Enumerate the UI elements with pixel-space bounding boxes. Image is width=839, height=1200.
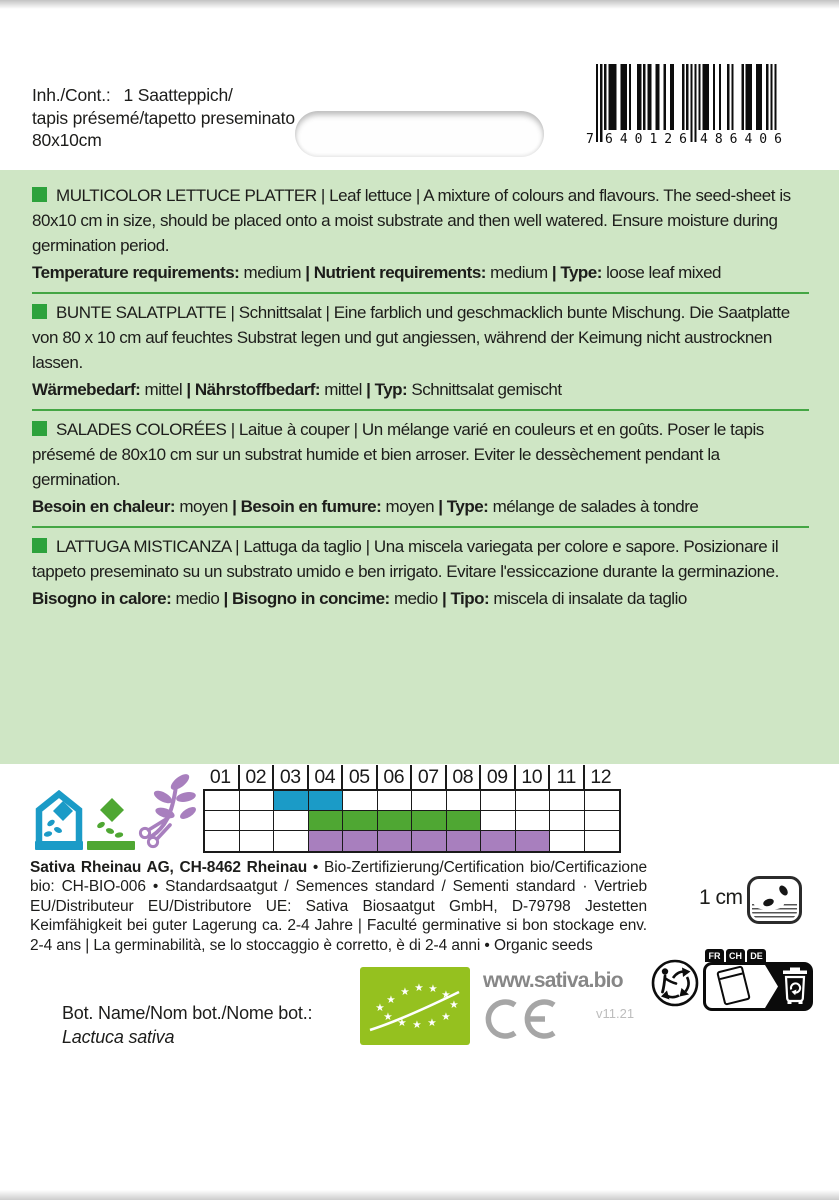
calendar-cell bbox=[481, 811, 516, 831]
month-label-04: 04 bbox=[307, 765, 342, 789]
version-text: v11.21 bbox=[596, 1006, 635, 1021]
botanical-name-block bbox=[62, 1001, 312, 1049]
botanical-name: Lactuca sativa bbox=[62, 1027, 175, 1047]
triman-recycling-icon bbox=[650, 958, 700, 1008]
calendar-cell bbox=[516, 811, 551, 831]
green-square-icon bbox=[32, 538, 47, 553]
calendar-cell bbox=[343, 831, 378, 851]
calendar-cell bbox=[378, 811, 413, 831]
seed-envelope-icon bbox=[716, 965, 751, 1005]
calendar-cell bbox=[550, 831, 585, 851]
month-label-07: 07 bbox=[410, 765, 445, 789]
protected-sowing-icon bbox=[35, 790, 83, 850]
month-label-05: 05 bbox=[341, 765, 376, 789]
month-label-01: 01 bbox=[209, 766, 231, 788]
requirements-line-de: Wärmebedarf: mittel | Nährstoffbedarf: mittel | Typ: Schnittsalat gemischt bbox=[32, 380, 562, 399]
calendar-cell bbox=[550, 791, 585, 811]
svg-text:★: ★ bbox=[375, 1001, 385, 1014]
recycling-bin-icon bbox=[781, 967, 809, 1005]
description-fr: SALADES COLORÉES | Laitue à couper | Un mélange varié en couleurs et en goûts. Poser le tapis présemé de 80x10 cm sur un substrat humide et bien arroser. Eviter le dessèchement pendant la germination. bbox=[32, 420, 764, 489]
month-label-03: 03 bbox=[272, 765, 307, 789]
calendar-cell bbox=[412, 791, 447, 811]
website-text: www.sativa.bio bbox=[483, 969, 623, 992]
calendar-cell bbox=[585, 811, 620, 831]
contents-line-1 bbox=[32, 84, 295, 107]
requirements-line-fr: Besoin en chaleur: moyen | Besoin en fumure: moyen | Type: mélange de salades à tondre bbox=[32, 497, 699, 516]
svg-text:★: ★ bbox=[441, 988, 451, 1001]
calendar-cell bbox=[481, 831, 516, 851]
botanical-label: Bot. Name/Nom bot./Nome bot.: bbox=[62, 1003, 313, 1023]
svg-text:★: ★ bbox=[386, 993, 396, 1006]
contents-info bbox=[32, 84, 295, 152]
month-label-12: 12 bbox=[583, 765, 618, 789]
calendar-cell bbox=[447, 791, 482, 811]
calendar-cell bbox=[309, 811, 344, 831]
month-label-08: 08 bbox=[445, 765, 480, 789]
calendar-cell bbox=[550, 811, 585, 831]
disposal-body bbox=[703, 962, 813, 1011]
svg-text:★: ★ bbox=[414, 981, 424, 994]
ce-mark bbox=[484, 996, 562, 1042]
svg-text:★: ★ bbox=[449, 998, 459, 1011]
calendar-cell bbox=[481, 791, 516, 811]
calendar-cell bbox=[309, 831, 344, 851]
calendar-cell bbox=[585, 791, 620, 811]
calendar-cell bbox=[309, 791, 344, 811]
month-label-09: 09 bbox=[479, 765, 514, 789]
green-square-icon bbox=[32, 187, 47, 202]
company-name: Sativa Rheinau AG, CH-8462 Rheinau bbox=[30, 859, 308, 876]
month-label-06: 06 bbox=[376, 765, 411, 789]
paper-packet-panel bbox=[706, 965, 778, 1008]
barcode-digits-left: 640126 bbox=[605, 132, 694, 147]
contents-line-2: tapis présemé/tapetto preseminato bbox=[32, 107, 295, 128]
language-block-it bbox=[32, 526, 809, 618]
language-blocks bbox=[32, 177, 809, 618]
contents-value: 1 Saatteppich/ bbox=[123, 85, 233, 105]
seed-dot bbox=[777, 884, 789, 897]
svg-text:★: ★ bbox=[428, 982, 438, 995]
calendar-cell bbox=[343, 791, 378, 811]
calendar-cell bbox=[447, 811, 482, 831]
company-info bbox=[30, 858, 647, 955]
language-block-fr bbox=[32, 409, 809, 526]
calendar-cell bbox=[516, 831, 551, 851]
calendar-cell bbox=[240, 811, 275, 831]
green-square-icon bbox=[32, 304, 47, 319]
requirements-line-it: Bisogno in calore: medio | Bisogno in concime: medio | Tipo: miscela di insalate da taglio bbox=[32, 589, 687, 608]
calendar-cell bbox=[240, 791, 275, 811]
month-label-10: 10 bbox=[514, 765, 549, 789]
calendar-cell bbox=[378, 791, 413, 811]
sowing-depth-label: 1 cm bbox=[699, 886, 743, 909]
calendar-grid bbox=[203, 789, 621, 853]
sowing-depth-icon bbox=[747, 876, 802, 924]
disposal-tab-fr: FR bbox=[705, 949, 724, 962]
calendar-cell bbox=[274, 791, 309, 811]
disposal-region-tabs bbox=[705, 949, 815, 962]
calendar-cell bbox=[447, 831, 482, 851]
eu-organic-leaf-logo bbox=[360, 967, 470, 1045]
direct-sowing-icon bbox=[87, 798, 135, 850]
product-info-section bbox=[0, 170, 839, 764]
calendar-cell bbox=[205, 791, 240, 811]
requirements-line-en: Temperature requirements: medium | Nutrient requirements: medium | Type: loose leaf mixed bbox=[32, 263, 721, 282]
svg-text:★: ★ bbox=[441, 1010, 451, 1023]
svg-text:★: ★ bbox=[383, 1010, 393, 1023]
contents-line-3: 80x10cm bbox=[32, 130, 102, 150]
packaging-disposal-icon bbox=[703, 949, 815, 1012]
contents-label: Inh./Cont.: bbox=[32, 85, 111, 105]
language-block-de bbox=[32, 292, 809, 409]
month-label-11: 11 bbox=[548, 765, 583, 789]
calendar-cell bbox=[378, 831, 413, 851]
calendar-cell bbox=[205, 811, 240, 831]
hang-slot bbox=[295, 111, 544, 157]
language-block-en bbox=[32, 177, 809, 292]
certification-text: • Bio-Zertifizierung/Certification bio/Certificazione bio: CH-BIO-006 • Standardsaatgut / Semences standard / Sementi standard · Vertrieb EU/Distributeur EU/Distributore UE: Sativa Biosaatgut GmbH, D-79798 Jestetten Keimfähigkeit bei guter Lagerung ca. 2-4 Jahre | Faculté germinative si bon stockage env. 2-4 ans | La germinabilità, se lo stoccaggio è corretto, è di 2-4 anni • Organic seeds bbox=[30, 859, 647, 954]
calendar-cell bbox=[412, 831, 447, 851]
svg-text:★: ★ bbox=[427, 1016, 437, 1029]
calendar-cell bbox=[240, 831, 275, 851]
calendar-cell bbox=[205, 831, 240, 851]
svg-text:★: ★ bbox=[412, 1018, 422, 1031]
description-en: MULTICOLOR LETTUCE PLATTER | Leaf lettuce | A mixture of colours and flavours. The seed-sheet is 80x10 cm in size, should be placed onto a moist substrate and then well watered. Ensure moisture during germination period. bbox=[32, 186, 791, 255]
disposal-tab-ch: CH bbox=[726, 949, 745, 962]
description-it: LATTUGA MISTICANZA | Lattuga da taglio | Una miscela variegata per colore e sapore. Posizionare il tappeto preseminato su un substrato umido e ben irrigato. Evitare l'essiccazione durante la germinazione. bbox=[32, 537, 779, 581]
description-de: BUNTE SALATPLATTE | Schnittsalat | Eine farblich und geschmacklich bunte Mischung. Die Saatplatte von 80 x 10 cm auf feuchtes Substrat legen und gut angiessen, während der Keimung nicht austrocknen lassen. bbox=[32, 303, 790, 372]
eu-organic-stars bbox=[360, 967, 470, 1045]
disposal-tab-de: DE bbox=[747, 949, 766, 962]
barcode-digits-right: 486406 bbox=[700, 132, 789, 147]
calendar-cell bbox=[343, 811, 378, 831]
packet-top-edge-shadow bbox=[0, 0, 839, 9]
sowing-calendar bbox=[0, 764, 839, 864]
green-square-icon bbox=[32, 421, 47, 436]
ean13-barcode bbox=[588, 64, 802, 156]
barcode-digit-first: 7 bbox=[586, 132, 594, 147]
packet-bottom-edge-shadow bbox=[0, 1190, 839, 1200]
svg-text:★: ★ bbox=[400, 985, 410, 998]
month-label-02: 02 bbox=[238, 765, 273, 789]
harvest-scissors-icon bbox=[136, 772, 200, 852]
calendar-cell bbox=[412, 811, 447, 831]
calendar-cell bbox=[516, 791, 551, 811]
calendar-cell bbox=[274, 811, 309, 831]
month-header-row bbox=[203, 765, 617, 789]
calendar-cell bbox=[585, 831, 620, 851]
svg-text:★: ★ bbox=[397, 1016, 407, 1029]
calendar-cell bbox=[274, 831, 309, 851]
